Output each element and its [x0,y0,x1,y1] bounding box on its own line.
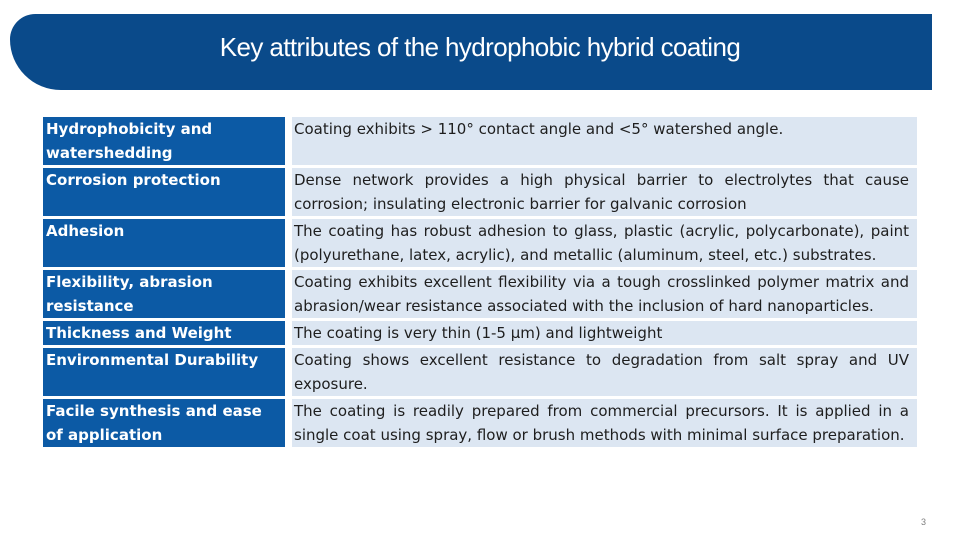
slide-title: Key attributes of the hydrophobic hybrid coating [219,32,741,62]
attribute-description: Coating exhibits > 110° contact angle and <5° watershed angle. [292,117,917,165]
table-row [43,168,917,216]
attribute-description: Dense network provides a high physical barrier to electrolytes that cause corrosion; insulating electronic barrier for galvanic corrosion [292,168,917,216]
table-row [43,348,917,396]
attribute-label: Facile synthesis and ease of application [43,399,285,447]
attribute-description: Coating exhibits excellent flexibility via a tough crosslinked polymer matrix and abrasion/wear resistance associated with the inclusion of hard nanoparticles. [292,270,917,318]
attribute-label: Adhesion [43,219,285,267]
page-number: 3 [920,517,926,527]
attribute-label: Corrosion protection [43,168,285,216]
attribute-description: The coating has robust adhesion to glass, plastic (acrylic, polycarbonate), paint (polyurethane, latex, acrylic), and metallic (aluminum, steel, etc.) substrates. [292,219,917,267]
attribute-label: Thickness and Weight [43,321,285,345]
table-row [43,399,917,447]
attribute-description: Coating shows excellent resistance to degradation from salt spray and UV exposure. [292,348,917,396]
table-row [43,321,917,345]
attribute-label: Flexibility, abrasion resistance [43,270,285,318]
attributes-table [43,114,917,450]
attribute-description: The coating is very thin (1-5 µm) and lightweight [292,321,917,345]
attribute-description: The coating is readily prepared from commercial precursors. It is applied in a single coat using spray, flow or brush methods with minimal surface preparation. [292,399,917,447]
table-row [43,117,917,165]
attribute-label: Environmental Durability [43,348,285,396]
attribute-label: Hydrophobicity and watershedding [43,117,285,165]
table-row [43,219,917,267]
table-row [43,270,917,318]
